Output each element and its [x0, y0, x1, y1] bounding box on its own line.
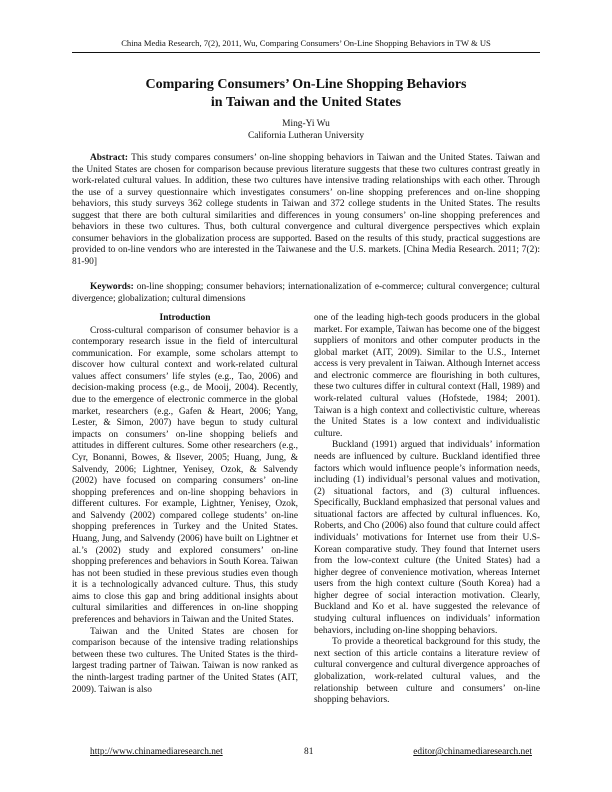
- article-title: [72, 76, 540, 112]
- paragraph-continued: one of the leading high-tech goods producers in the global market. For example, Taiwan has become one of the biggest suppliers of monitors and other computer products in the global market (AIT, 2009). Similar to the U.S., Internet access is very prevalent in Taiwan. Although Internet access and electronic commerce are flourishing in both cultures, these two cultures differ in cultural context (Hall, 1989) and work-related cultural values (Hofstede, 1984; 2001). Taiwan is a high context and collectivistic culture, whereas the United States is a low context and individualistic culture.: [314, 313, 540, 439]
- keywords: [72, 282, 540, 305]
- author-block: [72, 119, 540, 142]
- paragraph: Buckland (1991) argued that individuals’ information needs are influenced by culture. Buckland identified three factors which would influence people’s information needs, including (1) individual’s personal values and motivation, (2) situational factors, and (3) cultural influences. Specifically, Buckland emphasized that personal values and situational factors are affected by cultural influences. Ko, Roberts, and Cho (2006) also found that culture could affect individuals’ motivations for Internet use from their U.S-Korean comparative study. They found that Internet users from the low-context culture (the United States) had a higher degree of convenience motivation, whereas Internet users from the high context culture (South Korea) had a higher degree of social interaction motivation. Clearly, Buckland and Ko et al. have suggested the relevance of studying cultural influences on individuals’ information behaviors, including on-line shopping behaviors.: [314, 440, 540, 636]
- paragraph: Taiwan and the United States are chosen for comparison because of the intensive trading relationships between these two cultures. The United States is the third-largest trading partner of Taiwan. Taiwan is now ranked as the ninth-largest trading partner of the United States (AIT, 2009). Taiwan is also: [72, 626, 298, 695]
- page-footer: [72, 747, 540, 759]
- running-header: China Media Research, 7(2), 2011, Wu, Comparing Consumers’ On-Line Shopping Behaviors in TW & US: [121, 38, 491, 48]
- paragraph: Cross-cultural comparison of consumer behavior is a contemporary research issue in the field of intercultural communication. For example, some scholars attempt to discover how cultural context and work-related cultural values affect consumers’ life styles (e.g., Tao, 2006) and decision-making process (e.g., de Mooij, 2004). Recently, due to the emergence of electronic commerce in the global market, researchers (e.g., Gafen & Heart, 2006; Yang, Lester, & Simon, 2007) have begun to study cultural impacts on consumers’ on-line shopping beliefs and attitudes in different cultures. Some other researchers (e.g., Cyr, Bonanni, Bowes, & Ilsever, 2005; Huang, Jung, & Salvendy, 2006; Lightner, Yenisey, Ozok, & Salvendy (2002) have focused on comparing consumers’ on-line shopping preferences and on-line shopping behaviors in different cultures. For example, Lightner, Yenisey, Ozok, and Salvendy (2002) compared college students’ on-line shopping preferences in Turkey and the United States. Huang, Jung, and Salvendy (2006) have built on Lightner et al.’s (2002) study and explored consumers’ on-line shopping preferences and behaviors in South Korea. Taiwan has not been studied in these previous studies even though it is a technologically advanced culture. Thus, this study aims to close this gap and bring additional insights about cultural similarities and differences in on-line shopping preferences and behaviors in Taiwan and the United States.: [72, 325, 298, 626]
- section-heading-introduction: Introduction: [159, 313, 211, 323]
- header-rule: [72, 52, 540, 53]
- article-title-line-1: Comparing Consumers’ On-Line Shopping Behaviors: [145, 77, 467, 92]
- article-title-line-2: in Taiwan and the United States: [210, 95, 402, 110]
- author-affiliation: California Lutheran University: [247, 130, 365, 141]
- left-column: [72, 313, 298, 696]
- abstract-text: This study compares consumers’ on-line shopping behaviors in Taiwan and the United States. Taiwan and the United States are chosen for comparison because previous literature suggests that these two cultures contrast greatly in work-related cultural values. In addition, these two cultures have intensive trading relationships with each other. Through the use of a survey questionnaire which investigates consumers’ on-line shopping preferences and on-line shopping behaviors, this study surveys 362 college students in Taiwan and 372 college students in the United States. The results suggest that there are both cultural similarities and differences in young consumers’ on-line shopping preferences and behaviors in these two cultures. Thus, both cultural convergence and cultural divergence perspectives which explain consumer behaviors in the globalization process are supported. Based on the results of this study, practical suggestions are provided to on-line vendors who are interested in the Taiwanese and the U.S. markets. [China Media Research. 2011; 7(2): 81-90]: [72, 153, 540, 267]
- keywords-text: on-line shopping; consumer behaviors; internationalization of e-commerce; cultural convergence; cultural divergence; globalization; cultural dimensions: [72, 282, 540, 304]
- keywords-label: Keywords:: [90, 282, 134, 292]
- abstract: [72, 153, 540, 268]
- right-column: [314, 313, 540, 707]
- page-number: 81: [304, 747, 314, 757]
- journal-website-link[interactable]: http://www.chinamediaresearch.net: [90, 747, 223, 757]
- author-name: Ming-Yi Wu: [282, 119, 330, 129]
- paragraph: To provide a theoretical background for this study, the next section of this article contains a literature review of cultural convergence and cultural divergence approaches of globalization, work-related cultural values, and the relationship between culture and consumers’ on-line shopping behaviors.: [314, 637, 540, 706]
- abstract-label: Abstract:: [90, 153, 129, 163]
- editor-email-link[interactable]: editor@chinamediaresearch.net: [413, 747, 532, 757]
